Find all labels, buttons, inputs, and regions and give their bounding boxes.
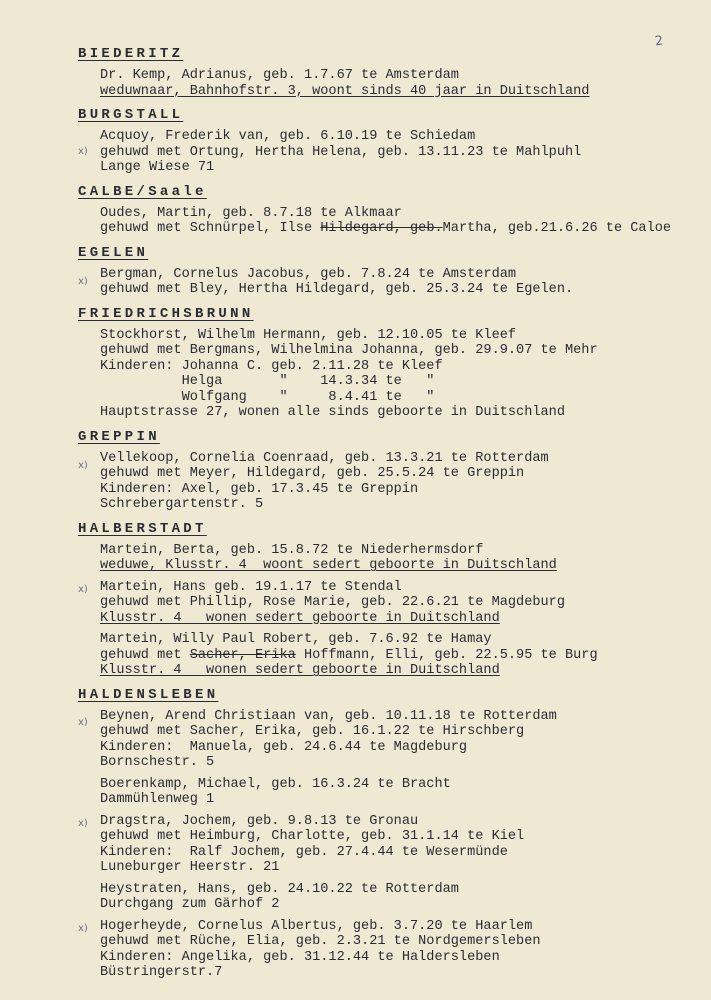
section-heading: BURGSTALL xyxy=(78,107,184,123)
person-entry xyxy=(72,709,702,771)
entry-line: Acquoy, Frederik van, geb. 6.10.19 te Schiedam xyxy=(100,129,476,144)
person-entry xyxy=(72,543,702,574)
entry-line: Bergman, Cornelus Jacobus, geb. 7.8.24 te Amsterdam xyxy=(100,266,517,282)
entry-line: Helga " 14.3.34 te " xyxy=(100,374,435,389)
section-heading: HALBERSTADT xyxy=(78,520,207,537)
person-entry xyxy=(72,451,702,513)
entry-line: Beynen, Arend Christiaan van, geb. 10.11.18 te Rotterdam xyxy=(100,708,557,724)
entry-line: Martein, Hans geb. 19.1.17 te Stendal xyxy=(100,579,402,595)
entry-line: Hauptstrasse 27, wonen alle sinds geboorte in Duitschland xyxy=(100,405,565,420)
margin-mark: x) xyxy=(78,583,88,595)
entry-line: Kinderen: Angelika, geb. 31.12.44 te Haldersleben xyxy=(100,949,500,965)
margin-mark: x) xyxy=(78,817,88,829)
section-heading: HALDENSLEBEN xyxy=(78,686,219,703)
entry-line: Kinderen: Axel, geb. 17.3.45 te Greppin xyxy=(100,481,419,497)
entry-line: Schrebergartenstr. 5 xyxy=(100,497,264,512)
entry-line: Dragstra, Jochem, geb. 9.8.13 te Gronau xyxy=(100,813,419,829)
entry-line: Büstringerstr.7 xyxy=(100,965,223,980)
person-entry xyxy=(72,814,702,876)
margin-mark: x) xyxy=(78,275,88,287)
entry-line: weduwe, Klusstr. 4 woont sedert geboorte in Duitschland xyxy=(100,558,557,573)
entry-line: Martein, Willy Paul Robert, geb. 7.6.92 te Hamay xyxy=(100,632,492,647)
line-text: Martha, geb.21.6.26 te Caloe xyxy=(442,221,672,236)
entry-line: Klusstr. 4 wonen sedert geboorte in Duitschland xyxy=(100,663,500,678)
entry-line xyxy=(72,221,702,237)
entry-line: gehuwd met Sacher, Erika, geb. 16.1.22 te Hirschberg xyxy=(100,724,525,739)
entry-line: Klusstr. 4 wonen sedert geboorte in Duitschland xyxy=(100,610,500,626)
entry-line xyxy=(72,648,702,664)
person-entry xyxy=(72,328,702,421)
struck-text: Sacher, Erika xyxy=(189,647,296,663)
entry-line: gehuwd met Bergmans, Wilhelmina Johanna, geb. 29.9.07 te Mehr xyxy=(100,343,598,358)
entry-line: Lange Wiese 71 xyxy=(100,160,215,175)
person-entry xyxy=(72,882,702,913)
line-text: gehuwd met Schnürpel, Ilse xyxy=(100,221,321,236)
section-heading: EGELEN xyxy=(78,244,149,261)
section-heading: FRIEDRICHSBRUNN xyxy=(78,305,254,322)
page-number: 2 xyxy=(653,33,665,50)
margin-mark: x) xyxy=(78,716,88,728)
entry-line: Dammühlenweg 1 xyxy=(100,792,215,807)
entry-line: Hogerheyde, Cornelus Albertus, geb. 3.7.20 te Haarlem xyxy=(100,918,533,934)
entry-line: Boerenkamp, Michael, geb. 16.3.24 te Bracht xyxy=(100,776,451,792)
entry-line: Luneburger Heerstr. 21 xyxy=(100,860,280,875)
section-heading: CALBE/Saale xyxy=(78,183,207,200)
margin-mark: x) xyxy=(78,922,88,934)
section-heading: GREPPIN xyxy=(78,428,160,445)
entry-line: Kinderen: Johanna C. geb. 2.11.28 te Kleef xyxy=(100,358,443,374)
margin-mark: x) xyxy=(78,146,88,157)
entry-line: Bornschestr. 5 xyxy=(100,755,215,770)
entry-line: gehuwd met Phillip, Rose Marie, geb. 22.6.21 te Magdeburg xyxy=(100,595,565,610)
struck-text: Hildegard, geb. xyxy=(320,221,443,236)
document-body xyxy=(72,46,702,987)
person-entry xyxy=(72,206,702,237)
entry-line: Heystraten, Hans, geb. 24.10.22 te Rotterdam xyxy=(100,881,459,897)
entry-line: Vellekoop, Cornelia Coenraad, geb. 13.3.21 te Rotterdam xyxy=(100,450,549,466)
entry-line: gehuwd met Rüche, Elia, geb. 2.3.21 te Nordgemersleben xyxy=(100,934,541,949)
entry-line: gehuwd met Heimburg, Charlotte, geb. 31.1.14 te Kiel xyxy=(100,829,525,844)
entry-line: Dr. Kemp, Adrianus, geb. 1.7.67 te Amsterdam xyxy=(100,68,459,83)
person-entry xyxy=(72,919,702,981)
person-entry xyxy=(72,632,702,679)
entry-line: gehuwd met Bley, Hertha Hildegard, geb. 25.3.24 te Egelen. xyxy=(100,282,574,297)
line-text: gehuwd met xyxy=(100,647,190,663)
entry-line: gehuwd met Meyer, Hildegard, geb. 25.5.24 te Greppin xyxy=(100,466,525,481)
entry-line: Durchgang zum Gärhof 2 xyxy=(100,897,280,912)
section-heading: BIEDERITZ xyxy=(78,46,184,62)
line-text: Hoffmann, Elli, geb. 22.5.95 te Burg xyxy=(295,647,598,663)
person-entry xyxy=(72,580,702,627)
person-entry xyxy=(72,267,702,298)
entry-line: gehuwd met Ortung, Hertha Helena, geb. 13.11.23 te Mahlpuhl xyxy=(100,144,582,160)
margin-mark: x) xyxy=(78,459,88,471)
entry-line: Oudes, Martin, geb. 8.7.18 te Alkmaar xyxy=(100,205,402,221)
entry-line: Stockhorst, Wilhelm Hermann, geb. 12.10.05 te Kleef xyxy=(100,327,517,343)
person-entry xyxy=(72,777,702,808)
entry-line: Martein, Berta, geb. 15.8.72 te Niederhermsdorf xyxy=(100,542,484,558)
entry-line: weduwnaar, Bahnhofstr. 3, woont sinds 40 jaar in Duitschland xyxy=(100,83,590,99)
entry-line: Kinderen: Manuela, geb. 24.6.44 te Magdeburg xyxy=(100,739,468,755)
person-entry xyxy=(72,68,702,99)
entry-line: Kinderen: Ralf Jochem, geb. 27.4.44 te Wesermünde xyxy=(100,844,508,860)
entry-line: Wolfgang " 8.4.41 te " xyxy=(100,389,435,405)
person-entry xyxy=(72,129,702,176)
